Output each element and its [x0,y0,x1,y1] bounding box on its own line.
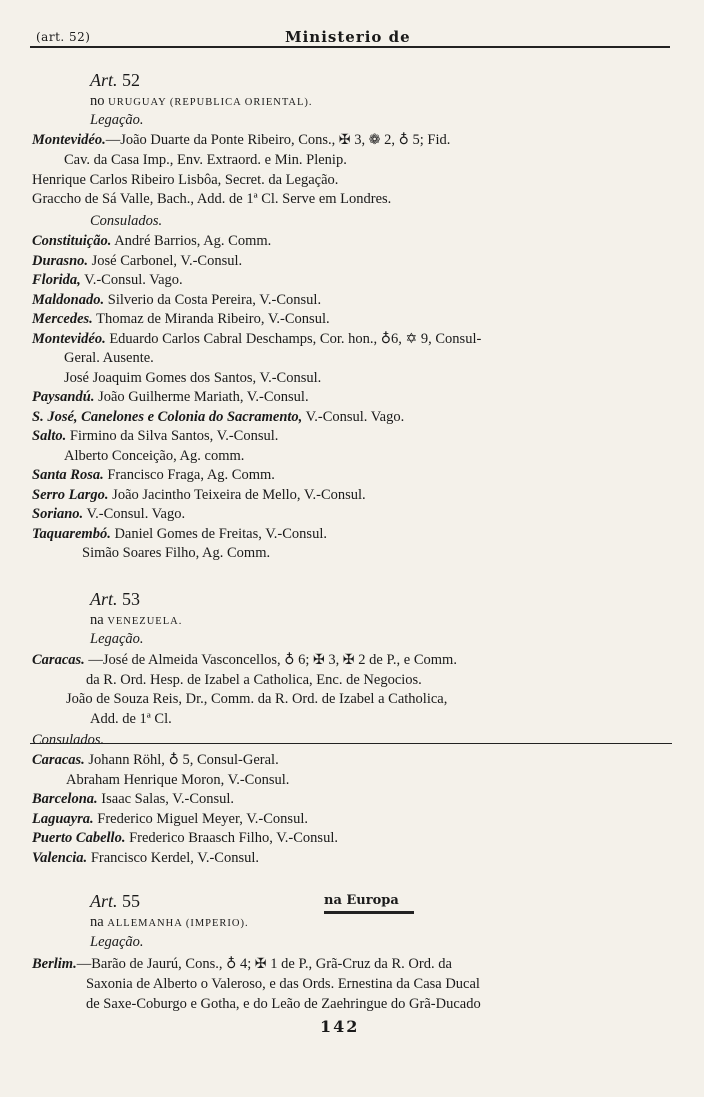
text-segment: 4; [236,956,255,972]
text-segment: Consulados. [32,732,105,748]
text-segment: Laguayra. [32,811,94,827]
text-line [32,251,242,271]
text-line [32,329,481,349]
text-segment: João Guilherme Mariath, V.-Consul. [94,389,309,405]
text-segment: 53 [122,589,141,609]
text-segment: 5, Consul-Geral. [178,752,279,768]
text-segment: 55 [122,891,141,911]
text-line [66,689,447,709]
header-article-ref: (art. 52) [36,30,91,44]
text-segment: Taquarembó. [32,526,111,542]
order-insignia-icon: ✠ [254,956,267,972]
text-line [90,110,144,130]
text-segment: Valencia. [32,850,88,866]
order-insignia-icon: ♁ [380,331,392,347]
text-line [32,750,279,770]
section-divider [30,743,672,744]
text-line [32,309,330,329]
text-segment: na [90,914,108,930]
order-insignia-icon: ✠ [338,132,351,148]
text-segment: Salto. [32,428,67,444]
text-segment: —José de Almeida Vasconcellos, [84,652,285,668]
text-segment: 2, [380,132,399,148]
text-segment: VENEZUELA. [107,616,183,627]
text-segment: Abraham Henrique Moron, V.-Consul. [66,772,290,788]
order-insignia-icon: ♁ [398,132,409,148]
text-line [32,130,450,150]
text-segment: 6; [294,652,314,668]
text-segment: Geral. Ausente. [64,350,154,366]
text-line [64,150,347,170]
text-line [32,809,308,829]
text-line [32,828,338,848]
text-segment: de Saxe-Coburgo e Gotha, e do Leão de Zaehringue do Grã-Ducado [86,996,481,1012]
text-segment: na [90,612,108,628]
text-line [32,407,404,427]
text-segment: Eduardo Carlos Cabral Deschamps, Cor. hon., [105,331,381,347]
text-segment: José Joaquim Gomes dos Santos, V.-Consul. [64,370,322,386]
text-segment: Henrique Carlos Ribeiro Lisbôa, Secret. da Legação. [32,172,339,188]
text-segment: V.-Consul. Vago. [83,506,186,522]
text-line [86,974,480,994]
text-segment: V.-Consul. Vago. [80,272,183,288]
text-segment: Montevidéo. [32,132,106,148]
text-line [32,426,278,446]
text-line [32,189,391,209]
text-segment: João Jacintho Teixeira de Mello, V.-Consul. [108,487,366,503]
text-line [82,543,270,563]
text-segment: Mercedes. [32,311,93,327]
text-segment: Serro Largo. [32,487,109,503]
text-segment: Caracas. [32,652,85,668]
text-segment: Francisco Kerdel, V.-Consul. [87,850,260,866]
text-line [90,932,144,952]
text-segment: Frederico Miguel Meyer, V.-Consul. [93,811,308,827]
text-line [32,387,309,407]
text-segment: Art. [90,891,123,911]
text-segment: 1 de P., Grã-Cruz da R. Ord. da [266,956,452,972]
text-line [32,485,366,505]
text-line [90,629,144,649]
text-line [32,290,321,310]
text-segment: 9, Consul- [417,331,482,347]
order-insignia-icon: ♁ [168,752,179,768]
text-segment: Firmino da Silva Santos, V.-Consul. [66,428,279,444]
text-segment: Art. [90,70,123,90]
text-segment: Durasno. [32,253,89,269]
text-segment: Florida, [32,272,81,288]
header-rule [30,46,670,48]
text-segment: Saxonia de Alberto o Valeroso, e das Ords. Ernestina da Casa Ducal [86,976,480,992]
text-segment: 5; Fid. [408,132,451,148]
order-insignia-icon: ✡ [405,331,418,347]
text-segment: Francisco Fraga, Ag. Comm. [103,467,275,483]
text-line [64,348,154,368]
order-insignia-icon: ✠ [342,652,355,668]
text-segment: Daniel Gomes de Freitas, V.-Consul. [110,526,327,542]
text-segment: Frederico Braasch Filho, V.-Consul. [125,830,338,846]
text-segment: Barcelona. [32,791,98,807]
text-segment: —Barão de Jaurú, Cons., [76,956,227,972]
text-line [32,231,271,251]
text-segment: Maldonado. [32,292,105,308]
page-number: 142 [320,1017,360,1036]
text-segment: Simão Soares Filho, Ag. Comm. [82,545,271,561]
text-line [90,70,140,92]
text-segment: 6, [391,331,406,347]
text-segment: Art. [90,589,123,609]
text-segment: Legação. [90,112,144,128]
text-line [32,270,183,290]
text-segment: V.-Consul. Vago. [302,409,405,425]
text-line [90,211,162,231]
text-line [32,848,259,868]
text-segment: 3, [350,132,369,148]
text-segment: Caracas. [32,752,85,768]
text-segment: Alberto Conceição, Ag. comm. [64,448,245,464]
order-insignia-icon: ♁ [226,956,237,972]
text-segment: Legação. [90,631,144,647]
order-insignia-icon: ❁ [368,132,381,148]
text-line [32,730,104,750]
text-line [32,650,457,670]
text-segment: Constituição. [32,233,112,249]
text-segment: Isaac Salas, V.-Consul. [97,791,235,807]
text-segment: Cav. da Casa Imp., Env. Extraord. e Min. Plenip. [64,152,347,168]
text-segment: Montevidéo. [32,331,106,347]
text-segment: 52 [122,70,141,90]
text-segment: —João Duarte da Ponte Ribeiro, Cons., [105,132,339,148]
text-segment: S. José, Canelones e Colonia do Sacramento, [32,409,303,425]
text-segment: Santa Rosa. [32,467,104,483]
text-line [64,446,244,466]
text-segment: Legação. [90,934,144,950]
europa-rule [324,911,414,914]
text-segment: 2 de P., e Comm. [354,652,457,668]
order-insignia-icon: ✠ [313,652,325,668]
text-segment: Add. de 1ª Cl. [90,711,172,727]
text-segment: no [90,93,109,109]
text-segment: URUGUAY (REPUBLICA ORIENTAL). [108,97,313,108]
text-line [32,789,234,809]
text-line [90,589,140,611]
text-segment: Thomaz de Miranda Ribeiro, V.-Consul. [92,311,330,327]
text-line [32,954,452,974]
text-segment: Johann Röhl, [84,752,169,768]
text-segment: Graccho de Sá Valle, Bach., Add. de 1ª Cl. Serve em Londres. [32,191,392,207]
text-segment: 3, [324,652,343,668]
text-line [90,891,140,913]
running-header: Ministerio de [285,28,411,46]
text-line [32,504,185,524]
text-segment: André Barrios, Ag. Comm. [111,233,272,249]
text-line [64,368,321,388]
text-line [32,524,327,544]
text-segment: Berlim. [32,956,77,972]
text-segment: Silverio da Costa Pereira, V.-Consul. [104,292,322,308]
text-segment: ALLEMANHA (IMPERIO). [107,918,249,929]
text-line [90,709,172,729]
text-segment: Consulados. [90,213,163,229]
text-segment: Puerto Cabello. [32,830,126,846]
text-segment: José Carbonel, V.-Consul. [88,253,243,269]
text-segment: Paysandú. [32,389,95,405]
text-line [66,770,289,790]
europa-heading: na Europa [324,893,399,908]
order-insignia-icon: ♁ [284,652,295,668]
text-segment: João de Souza Reis, Dr., Comm. da R. Ord. de Izabel a Catholica, [66,691,448,707]
text-line [32,170,338,190]
text-segment: da R. Ord. Hesp. de Izabel a Catholica, Enc. de Negocios. [86,672,422,688]
text-line [86,994,481,1014]
text-line [32,465,275,485]
text-line [86,670,422,690]
text-segment: Soriano. [32,506,84,522]
text-line [90,912,249,934]
